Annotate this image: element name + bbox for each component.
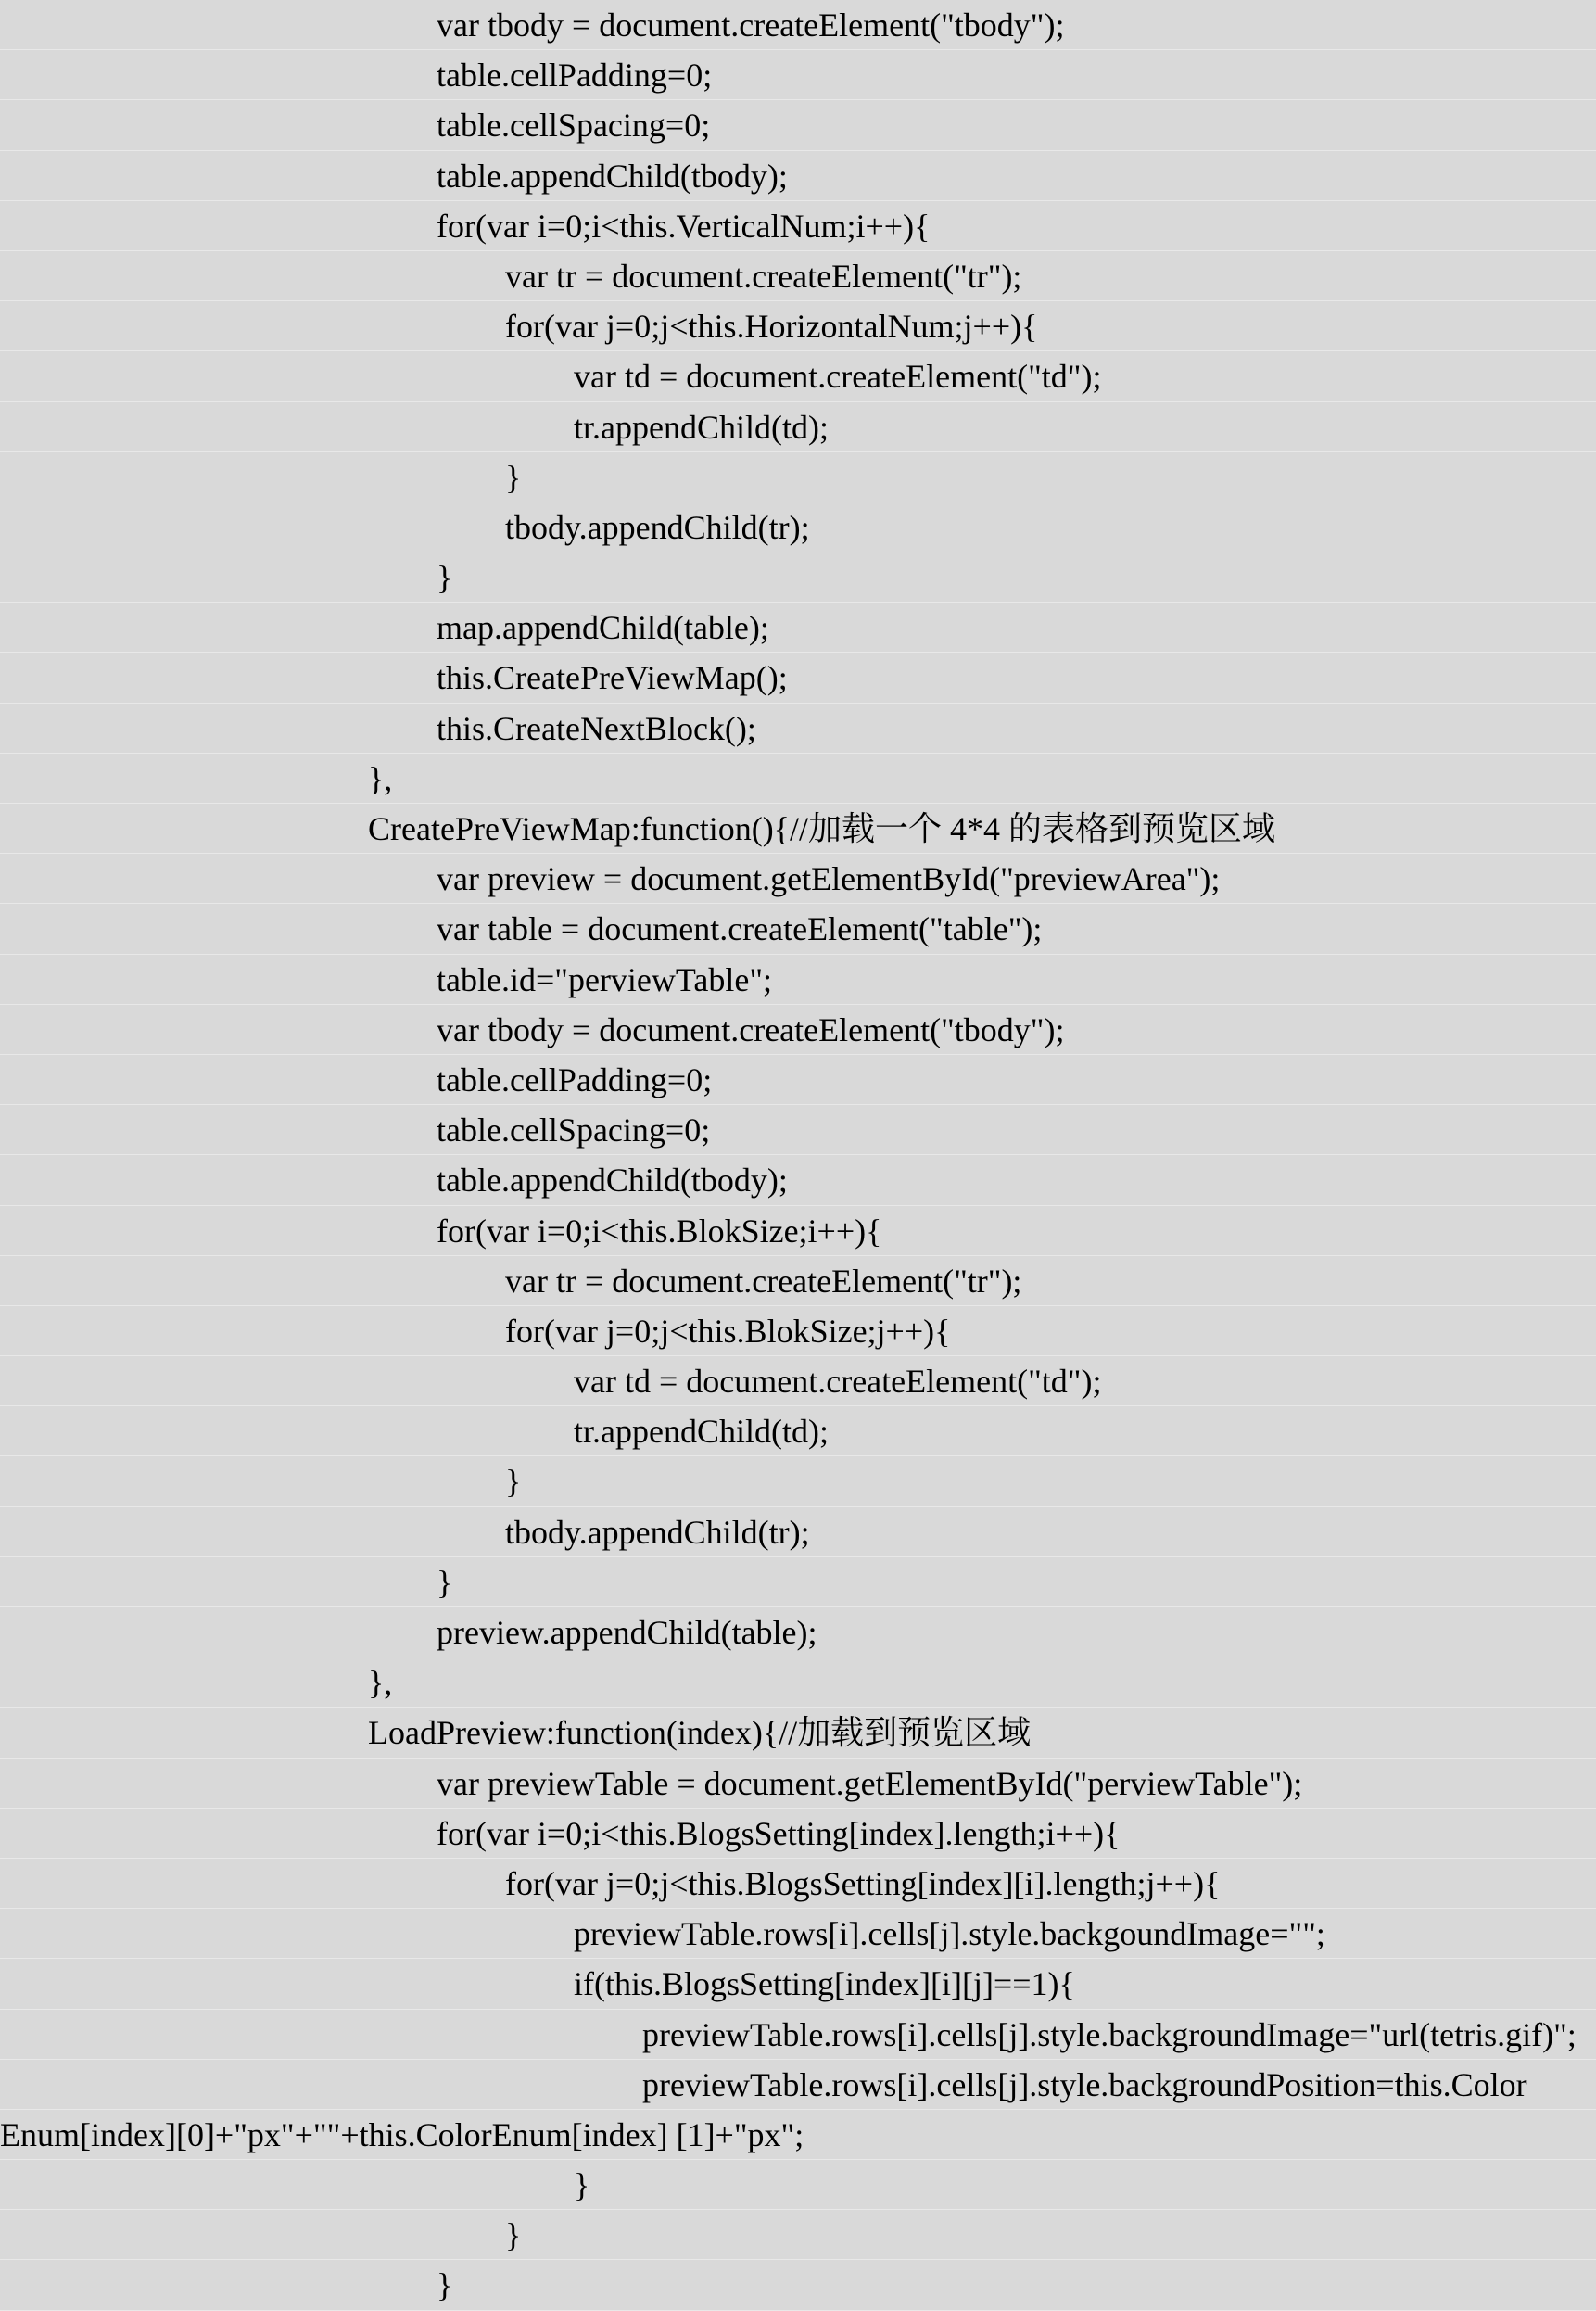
code-line (0, 301, 1596, 351)
code-line (0, 151, 1596, 201)
code-line-text: table.appendChild(tbody); (437, 157, 788, 195)
code-line (0, 1959, 1596, 2009)
code-line (0, 1256, 1596, 1306)
code-line (0, 100, 1596, 150)
code-line-text: map.appendChild(table); (437, 609, 769, 647)
code-line-text: for(var i=0;i<this.VerticalNum;i++){ (437, 207, 931, 245)
code-line-text: table.id="perviewTable"; (437, 960, 773, 998)
code-line (0, 2060, 1596, 2110)
code-line (0, 704, 1596, 754)
code-line-text: var previewTable = document.getElementById("perviewTable"); (437, 1764, 1303, 1802)
code-line (0, 1809, 1596, 1859)
code-line-text: var tr = document.createElement("tr"); (505, 1262, 1022, 1300)
code-line-text: table.cellSpacing=0; (437, 107, 711, 145)
code-line (0, 0, 1596, 50)
code-line (0, 955, 1596, 1005)
code-line-text: }, (368, 1664, 393, 1702)
code-line-text: tr.appendChild(td); (574, 1413, 829, 1451)
code-line (0, 1909, 1596, 1959)
code-line (0, 1005, 1596, 1055)
code-line (0, 1657, 1596, 1708)
code-line-text: for(var i=0;i<this.BlogsSetting[index].length;i++){ (437, 1814, 1121, 1852)
code-line (0, 1206, 1596, 1256)
code-line-text: previewTable.rows[i].cells[j].style.backgroundPosition=this.Color (642, 2065, 1527, 2103)
code-line (0, 1406, 1596, 1456)
code-line-text: var td = document.createElement("td"); (574, 358, 1102, 396)
code-line (0, 904, 1596, 954)
code-line-text: previewTable.rows[i].cells[j].style.backgoundImage=""; (574, 1915, 1325, 1953)
code-line-text: for(var j=0;j<this.BlogsSetting[index][i].length;j++){ (505, 1864, 1221, 1902)
code-line (0, 50, 1596, 100)
code-line-text: for(var j=0;j<this.HorizontalNum;j++){ (505, 308, 1038, 346)
code-line-text: if(this.BlogsSetting[index][i][j]==1){ (574, 1965, 1075, 2003)
code-line (0, 1456, 1596, 1506)
code-line-text: var table = document.createElement("table"); (437, 910, 1043, 948)
code-line (0, 1155, 1596, 1205)
code-line (0, 2010, 1596, 2060)
code-line (0, 2260, 1596, 2310)
code-line (0, 1708, 1596, 1758)
code-line-text: CreatePreViewMap:function(){//加载一个 4*4 的表格到预览区域 (368, 810, 1275, 847)
code-line (0, 201, 1596, 251)
code-line (0, 1507, 1596, 1557)
code-line-text: table.cellPadding=0; (437, 57, 713, 95)
code-line-text: var tbody = document.createElement("tbody"); (437, 6, 1065, 44)
code-line (0, 1607, 1596, 1657)
code-line-text: LoadPreview:function(index){//加载到预览区域 (368, 1714, 1032, 1752)
code-line (0, 804, 1596, 854)
code-line-text: Enum[index][0]+"px"+""+this.ColorEnum[index] [1]+"px"; (0, 2115, 804, 2153)
code-line (0, 1557, 1596, 1607)
code-line-text: for(var i=0;i<this.BlokSize;i++){ (437, 1212, 882, 1250)
code-line-text: } (437, 2267, 453, 2305)
code-line-text: table.cellSpacing=0; (437, 1111, 711, 1149)
code-line (0, 653, 1596, 703)
code-line (0, 2160, 1596, 2210)
code-line-text: var tr = document.createElement("tr"); (505, 257, 1022, 295)
code-line-text: } (505, 1463, 522, 1501)
code-line-text: previewTable.rows[i].cells[j].style.backgroundImage="url(tetris.gif)"; (642, 2015, 1577, 2053)
code-line (0, 1859, 1596, 1909)
code-line-text: } (505, 2216, 522, 2254)
code-line (0, 1759, 1596, 1809)
code-line (0, 502, 1596, 552)
code-line (0, 1306, 1596, 1356)
code-line (0, 1105, 1596, 1155)
code-line (0, 251, 1596, 301)
code-line-text: } (437, 559, 453, 597)
code-line-text: } (437, 1563, 453, 1601)
code-line-text: this.CreatePreViewMap(); (437, 659, 788, 697)
code-line-text: this.CreateNextBlock(); (437, 709, 756, 747)
code-line (0, 854, 1596, 904)
code-line-text: for(var j=0;j<this.BlokSize;j++){ (505, 1312, 951, 1350)
code-line-text: }, (368, 759, 393, 797)
code-line-text: } (574, 2166, 590, 2204)
code-line-text: tbody.appendChild(tr); (505, 1513, 810, 1551)
code-line (0, 351, 1596, 401)
code-line (0, 452, 1596, 502)
code-line (0, 1055, 1596, 1105)
code-line-text: var preview = document.getElementById("previewArea"); (437, 860, 1221, 898)
code-line (0, 402, 1596, 452)
code-line-text: table.appendChild(tbody); (437, 1162, 788, 1200)
code-line-text: var tbody = document.createElement("tbody"); (437, 1010, 1065, 1048)
code-line (0, 2110, 1596, 2160)
code-line (0, 754, 1596, 804)
code-line (0, 2210, 1596, 2260)
code-line-text: var td = document.createElement("td"); (574, 1363, 1102, 1401)
code-line (0, 552, 1596, 603)
code-line-text: tbody.appendChild(tr); (505, 508, 810, 546)
code-line-text: table.cellPadding=0; (437, 1060, 713, 1098)
code-line (0, 603, 1596, 653)
code-line-text: tr.appendChild(td); (574, 408, 829, 446)
code-line (0, 1356, 1596, 1406)
code-line-text: preview.appendChild(table); (437, 1614, 817, 1651)
code-line-text: } (505, 458, 522, 496)
